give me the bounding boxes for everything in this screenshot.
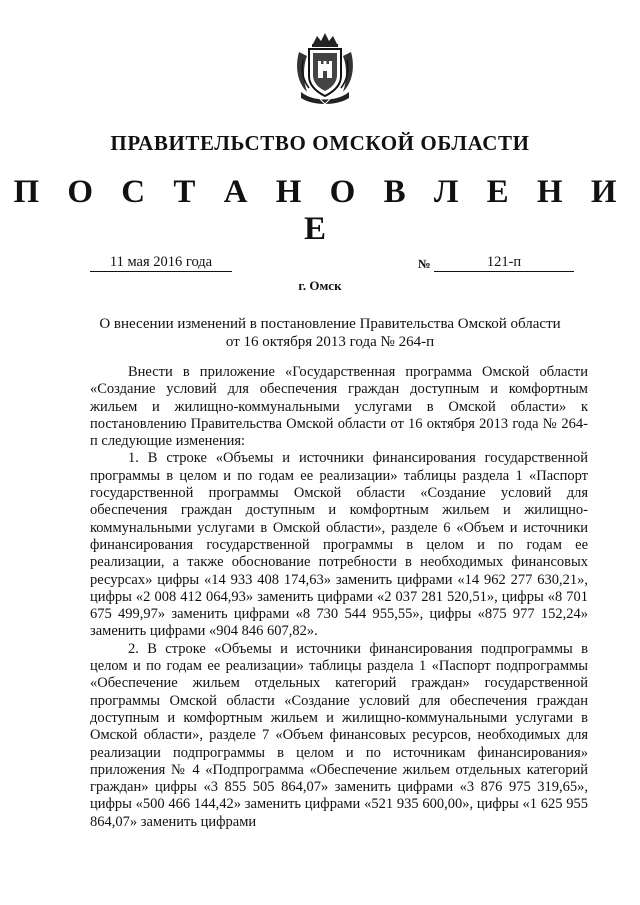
document-type-title: П О С Т А Н О В Л Е Н И Е	[13, 174, 627, 247]
organization-name: ПРАВИТЕЛЬСТВО ОМСКОЙ ОБЛАСТИ	[110, 131, 530, 155]
document-subject	[80, 315, 580, 351]
body-item-2: 2. В строке «Объемы и источники финансирования подпрограммы в целом и по годам ее реализации» таблицы раздела 1 «Паспорт подпрограммы «Обеспечение жильем отдельных категорий граждан» государственной программы Омской области «Создание условий для обеспечения граждан доступным и комфортным жильем и жилищно-коммунальными услугами в Омской области», разделе 7 «Объем финансовых ресурсов, необходимых для реализации подпрограммы в целом и по источникам финансирования» приложения № 4 «Подпрограмма «Обеспечение жильем отдельных категорий граждан» цифры «3 855 505 864,07» заменить цифрами «3 876 975 319,65», цифры «500 466 144,42» заменить цифрами «521 935 600,00», цифры «1 625 955 864,07» заменить цифрами	[90, 640, 588, 830]
body-intro-paragraph: Внести в приложение «Государственная программа Омской области «Создание условий для обеспечения граждан доступным и комфортным жильем и жилищно-коммунальными услугами в Омской области» к постановлению Правительства Омской области от 16 октября 2013 года № 264-п следующие изменения:	[90, 364, 588, 450]
document-number-label: №	[418, 257, 431, 271]
body-item-1: 1. В строке «Объемы и источники финансирования государственной программы в целом и по годам ее реализации» таблицы раздела 1 «Паспорт государственной программы Омской области «Создание условий для обеспечения граждан доступным и комфортным жильем и жилищно-коммунальными услугами в Омской области», разделе 6 «Объем и источники финансирования государственной программы в целом и по годам ее реализации, а также обоснование потребности в необходимых финансовых ресурсах» цифры «14 933 408 174,63» заменить цифрами «14 962 277 630,21», цифры «2 008 412 064,93» заменить цифрами «2 037 281 520,51», цифры «8 701 675 499,97» заменить цифрами «8 730 544 955,55», цифры «875 977 152,24» заменить цифрами «904 846 607,82».	[90, 450, 588, 640]
subject-line-1: О внесении изменений в постановление Правительства Омской области	[99, 316, 561, 332]
document-city: г. Омск	[298, 278, 342, 293]
coat-of-arms-emblem	[293, 30, 357, 106]
document-number: 121-п	[434, 254, 574, 272]
subject-line-2: от 16 октября 2013 года № 264-п	[225, 334, 435, 350]
document-body	[90, 364, 588, 831]
document-date: 11 мая 2016 года	[90, 254, 232, 272]
